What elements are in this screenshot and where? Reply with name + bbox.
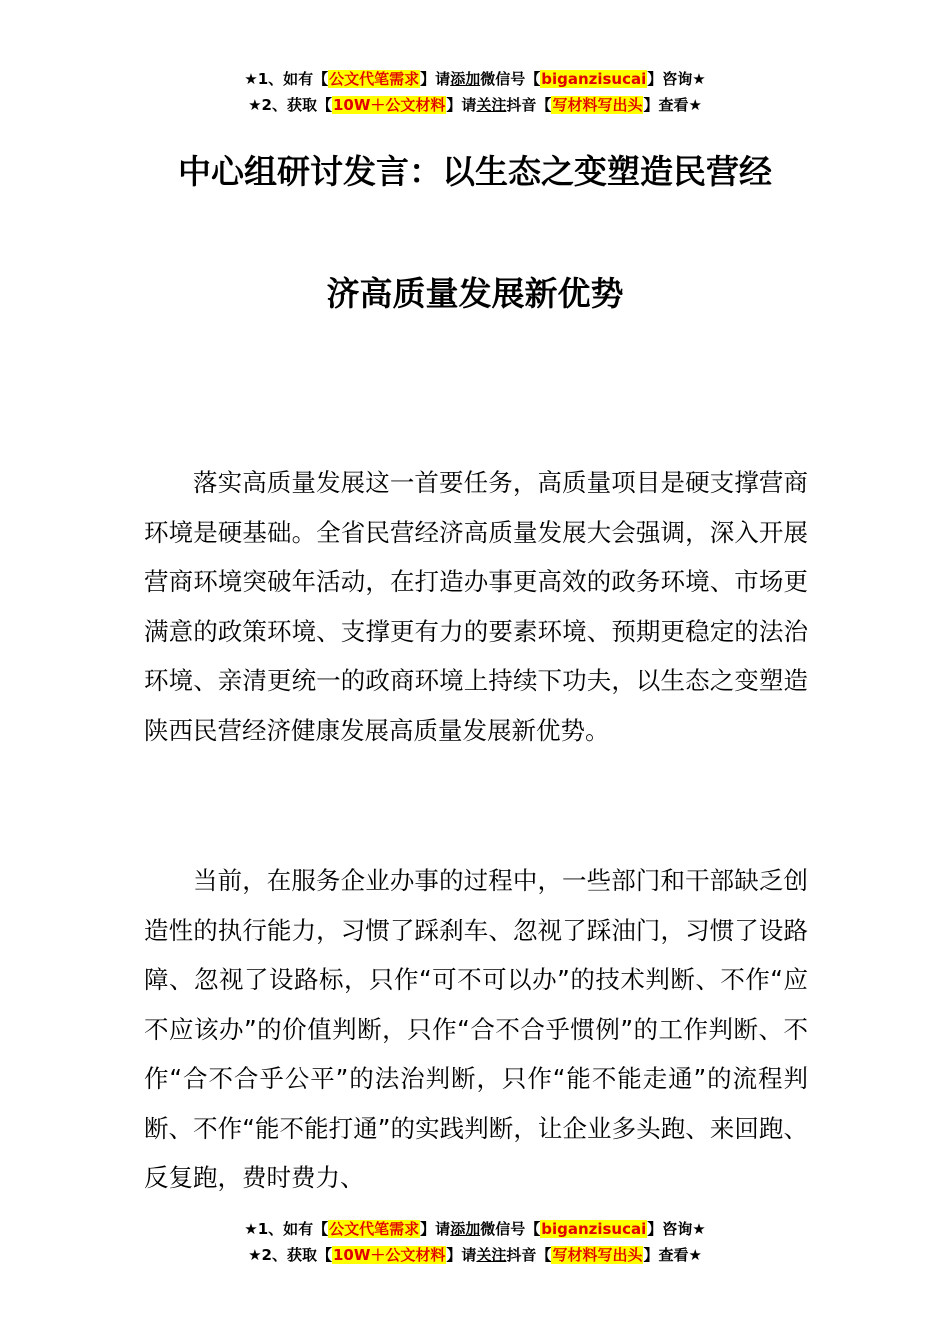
promo-line-1: ★1、如有【公文代笔需求】请添加微信号【biganzisucai】咨询★	[244, 70, 706, 88]
promo-header	[0, 66, 950, 118]
promo-highlight-douyin: 写材料写出头	[552, 96, 643, 114]
promo-highlight-wechat: biganzisucai	[541, 70, 647, 88]
promo-footer	[0, 1216, 950, 1268]
document-title-line-2: 济高质量发展新优势	[326, 274, 624, 313]
promo-highlight-wechat: biganzisucai	[541, 1220, 647, 1238]
promo-line-1: ★1、如有【公文代笔需求】请添加微信号【biganzisucai】咨询★	[244, 1220, 706, 1238]
promo-line-2: ★2、获取【10W＋公文材料】请关注抖音【写材料写出头】查看★	[248, 96, 702, 114]
promo-highlight-service: 公文代笔需求	[329, 70, 420, 88]
promo-highlight-service: 公文代笔需求	[329, 1220, 420, 1238]
body-paragraph-2: 当前，在服务企业办事的过程中，一些部门和干部缺乏创造性的执行能力，习惯了踩刹车、忽视了踩油门，习惯了设路障、忽视了设路标，只作“可不可以办”的技术判断、不作“应不应该办”的价值判断，只作“合不合乎惯例”的工作判断、不作“合不合乎公平”的法治判断，只作“能不能走通”的流程判断、不作“能不能打通”的实践判断，让企业多头跑、来回跑、反复跑，费时费力、	[144, 866, 808, 1192]
promo-highlight-douyin: 写材料写出头	[552, 1246, 643, 1264]
promo-highlight-materials: 10W＋公文材料	[332, 96, 446, 114]
body-paragraph-1: 落实高质量发展这一首要任务，高质量项目是硬支撑营商环境是硬基础。全省民营经济高质量发展大会强调，深入开展营商环境突破年活动，在打造办事更高效的政务环境、市场更满意的政策环境、支撑更有力的要素环境、预期更稳定的法治环境、亲清更统一的政商环境上持续下功夫，以生态之变塑造陕西民营经济健康发展高质量发展新优势。	[144, 468, 808, 745]
document-title-line-1: 中心组研讨发言：以生态之变塑造民营经	[178, 152, 772, 191]
promo-highlight-materials: 10W＋公文材料	[332, 1246, 446, 1264]
promo-line-2: ★2、获取【10W＋公文材料】请关注抖音【写材料写出头】查看★	[248, 1246, 702, 1264]
